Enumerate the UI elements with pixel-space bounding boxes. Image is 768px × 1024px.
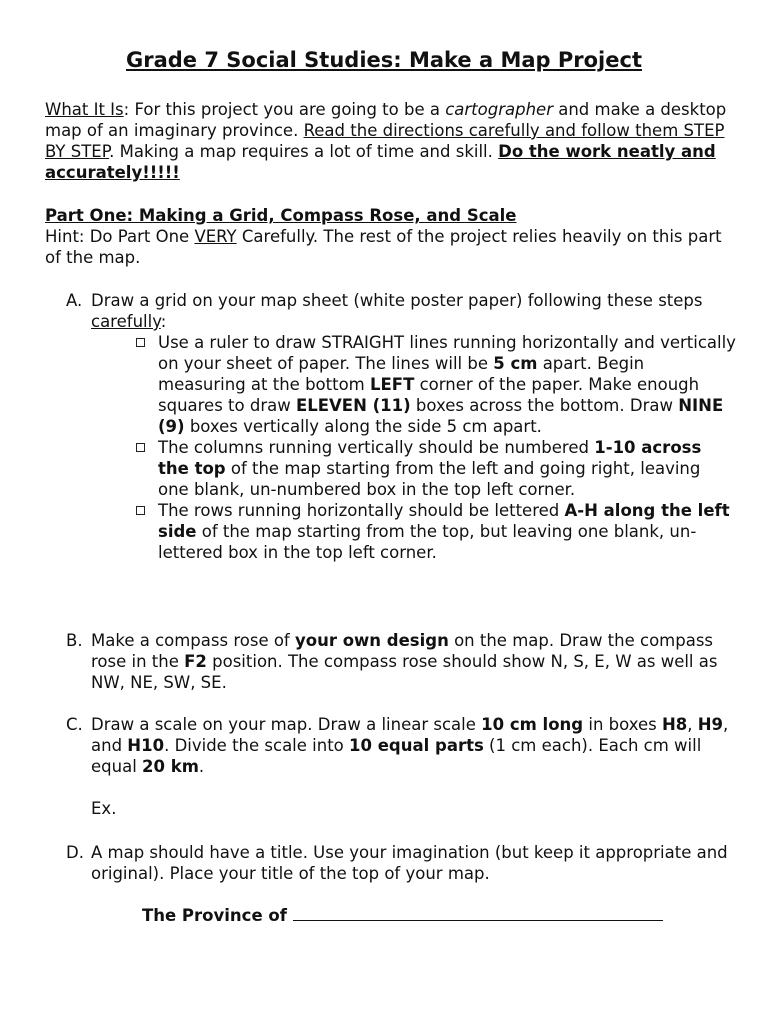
grid-step-2-text — [158, 437, 736, 500]
item-b-t3: position. The compass rose should show N, S, E, W as well as NW, NE, SW, SE. — [91, 652, 718, 692]
item-d — [66, 842, 736, 884]
item-c — [66, 714, 736, 819]
step1-bold1: 5 cm — [493, 354, 538, 373]
item-b-text — [91, 630, 736, 693]
step2-bold1: 1-10 across the top — [158, 438, 702, 478]
step3-bold1: A-H along the left side — [158, 501, 730, 541]
item-c-t1: Draw a scale on your map. Draw a linear scale — [91, 715, 482, 734]
item-c-bold6: 20 km — [142, 757, 199, 776]
item-c-t7: . — [198, 757, 205, 776]
step1-t2: apart. Begin measuring at the bottom — [158, 354, 645, 394]
checkbox-square-icon — [136, 506, 145, 515]
item-c-bold4: H10 — [127, 736, 165, 755]
item-a-carefully: carefully — [91, 312, 161, 331]
page-title: Grade 7 Social Studies: Make a Map Project — [126, 48, 642, 72]
province-label: The Province of — [142, 906, 293, 925]
item-c-bold5: 10 equal parts — [349, 736, 484, 755]
intro-text-3: . Making a map requires a lot of time and skill. — [109, 142, 499, 161]
step1-t5: boxes vertically along the side 5 cm apart. — [184, 417, 542, 436]
item-b — [66, 630, 736, 693]
hint-text-1: Hint: Do Part One — [45, 227, 195, 246]
item-c-text — [91, 714, 736, 777]
item-a-text-2: : — [160, 312, 167, 331]
item-b-t1: Make a compass rose of — [91, 631, 295, 650]
step1-t4: boxes across the bottom. Draw — [410, 396, 679, 415]
province-name-blank — [293, 904, 663, 921]
item-c-bold1: 10 cm long — [481, 715, 584, 734]
item-c-t3: , — [687, 715, 698, 734]
part-one-heading: Part One: Making a Grid, Compass Rose, and Scale — [45, 206, 517, 225]
step1-bold4: NINE (9) — [158, 396, 724, 436]
item-a-letter: A. — [66, 291, 83, 310]
item-b-bold1: your own design — [295, 631, 449, 650]
grid-step-2 — [136, 437, 736, 500]
item-c-t2: in boxes — [583, 715, 662, 734]
item-d-text: A map should have a title. Use your imagination (but keep it appropriate and original). Place your title of the top of your map. — [91, 843, 728, 883]
item-a-text-1: Draw a grid on your map sheet (white poster paper) following these steps — [91, 291, 703, 310]
item-c-letter: C. — [66, 715, 83, 734]
step1-bold3: ELEVEN (11) — [295, 396, 411, 415]
step3-t1: The rows running horizontally should be lettered — [158, 501, 565, 520]
step1-t3: corner of the paper. Make enough squares to draw — [158, 375, 700, 415]
intro-text-2: and make a desktop map of an imaginary province. — [45, 100, 727, 140]
item-d-letter: D. — [66, 843, 84, 862]
hint-text-2: Carefully. The rest of the project relies heavily on this part of the map. — [45, 227, 722, 267]
part-one-hint — [45, 226, 735, 268]
intro-neat-warning: Do the work neatly and accurately!!!!! — [45, 142, 716, 182]
step3-t2: of the map starting from the top, but leaving one blank, un-lettered box in the top left corner. — [158, 522, 697, 562]
item-b-t2: on the map. Draw the compass rose in the — [91, 631, 714, 671]
item-a — [66, 290, 736, 332]
item-c-bold3: H9 — [697, 715, 724, 734]
item-c-t5: . Divide the scale into — [164, 736, 350, 755]
grid-step-3-text — [158, 500, 736, 563]
hint-very: VERY — [194, 227, 237, 246]
item-c-t4: , and — [91, 715, 729, 755]
item-c-bold2: H8 — [661, 715, 688, 734]
step2-t1: The columns running vertically should be numbered — [158, 438, 595, 457]
item-c-t6: (1 cm each). Each cm will equal — [91, 736, 702, 776]
checkbox-square-icon — [136, 338, 145, 347]
item-b-bold2: F2 — [184, 652, 207, 671]
step1-t1: Use a ruler to draw STRAIGHT lines running horizontally and vertically on your sheet of paper. The lines will be — [158, 333, 736, 373]
intro-text-1: : For this project you are going to be a — [123, 100, 446, 119]
step2-t2: of the map starting from the left and going right, leaving one blank, un-numbered box in the top left corner. — [158, 459, 701, 499]
grid-steps-list — [136, 332, 736, 563]
grid-step-1-text — [158, 332, 736, 437]
item-c-example: Ex. — [91, 799, 117, 818]
item-b-letter: B. — [66, 631, 83, 650]
item-a-text — [91, 290, 736, 332]
province-title-line — [142, 904, 702, 926]
checkbox-square-icon — [136, 443, 145, 452]
intro-paragraph — [45, 99, 735, 183]
grid-step-3 — [136, 500, 736, 563]
intro-label: What It Is — [45, 100, 124, 119]
intro-cartographer: cartographer — [445, 100, 553, 119]
step1-bold2: LEFT — [370, 375, 415, 394]
intro-read-directions: Read the directions carefully and follow them STEP BY STEP — [45, 121, 725, 161]
part-one-section — [45, 205, 735, 268]
grid-step-1 — [136, 332, 736, 437]
